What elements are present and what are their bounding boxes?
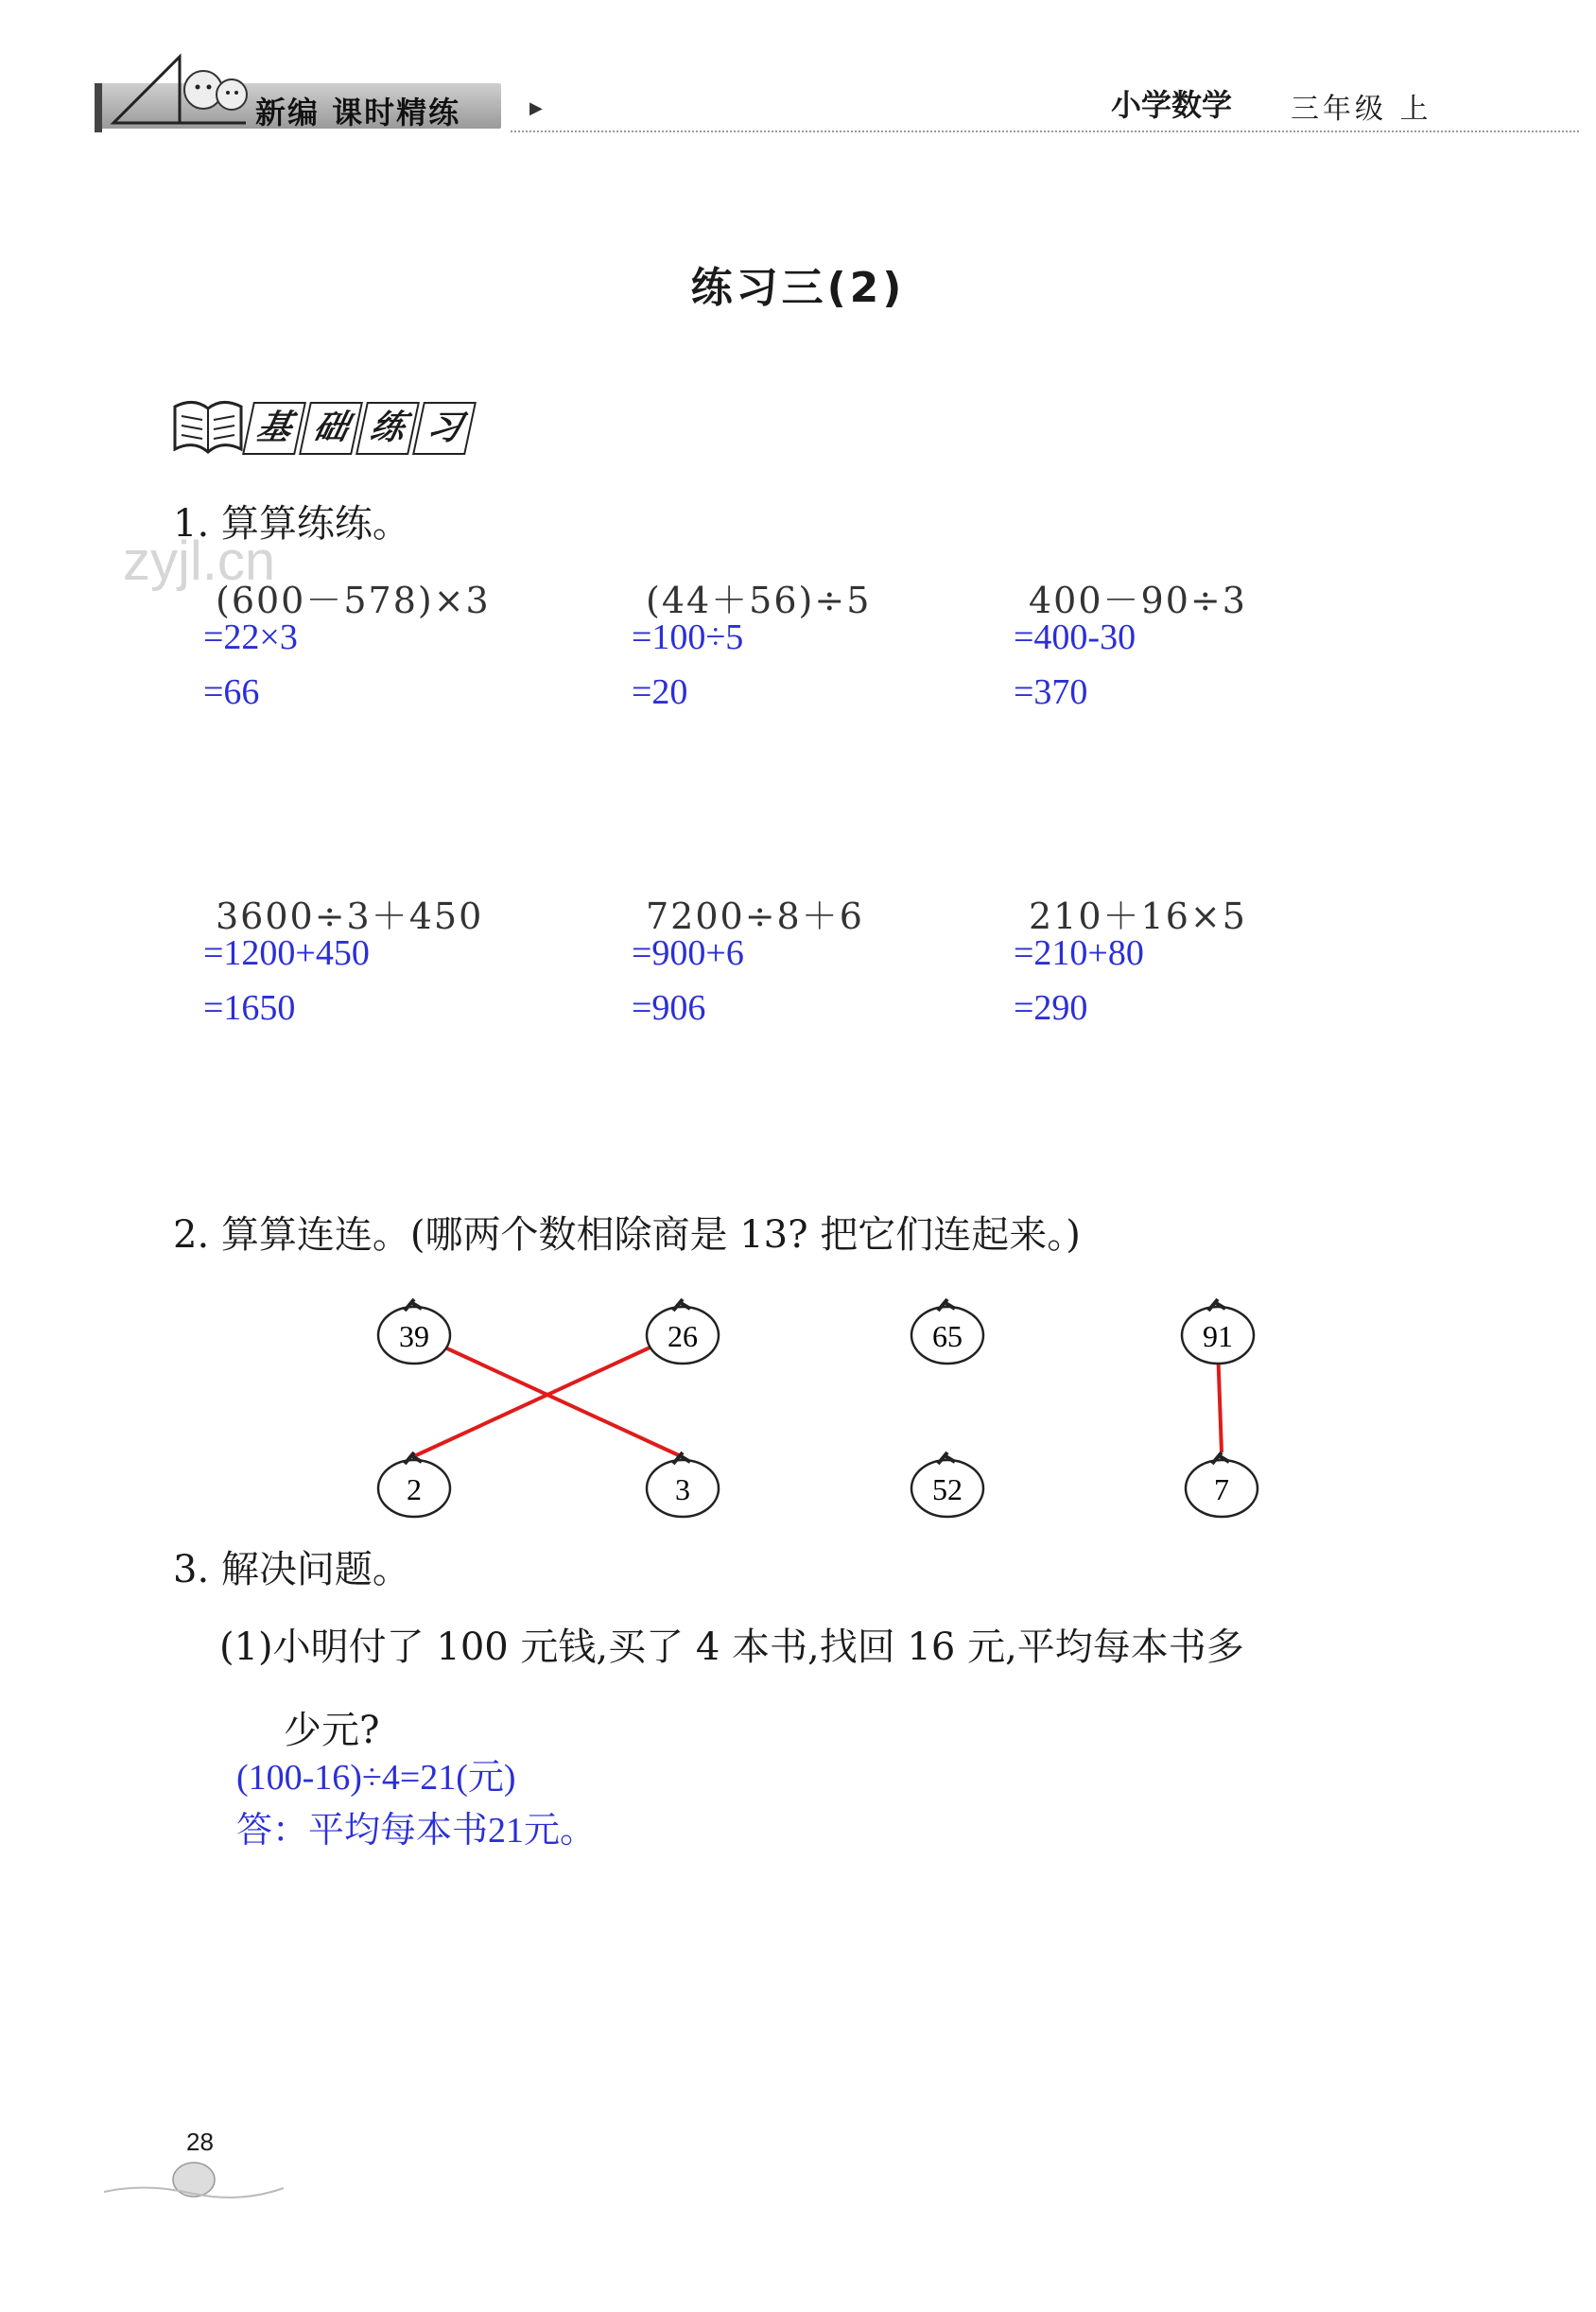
node-label: 52 [932,1472,963,1506]
header-arrow-icon: ▶ [529,98,543,118]
problem-expression: 210＋16×5 [1029,895,1247,937]
open-book-icon [170,388,246,461]
page-number: 28 [186,2128,214,2156]
apple-node-bottom [1186,1452,1258,1517]
problem-step: =370 [1014,672,1088,712]
node-label: 3 [675,1472,690,1506]
problem-step: =400-30 [1014,617,1136,657]
watermark: zyjl.cn [123,530,276,592]
problem-text: (1)小明付了 100 元钱,买了 4 本书,找回 16 元,平均每本书多 [219,1625,1244,1669]
apple-node-bottom [378,1452,450,1517]
node-label: 7 [1214,1472,1229,1506]
apple-node-top [647,1299,719,1364]
node-label: 65 [932,1319,963,1353]
problem-expression: 400－90÷3 [1029,580,1247,621]
problem-step: =906 [632,988,706,1028]
problem-step: =100÷5 [632,617,744,657]
section-char: 础 [299,402,363,455]
question-1-label: 1. 算算练练。 [173,502,410,546]
problem-step: =900+6 [632,933,744,973]
page-title: 练习三(2) [690,264,906,312]
apple-node-top [378,1299,450,1364]
header-grade: 三年级 上 [1291,93,1432,126]
problem-step: =1650 [203,988,296,1028]
problem-step: =22×3 [203,617,298,657]
question-2-label: 2. 算算连连。(哪两个数相除商是 13? 把它们连起来。) [173,1213,1081,1257]
header-edge-mark [95,83,102,132]
question-3-label: 3. 解决问题。 [173,1548,410,1591]
problem-step: =66 [203,672,260,712]
problem-expression: 3600÷3＋450 [216,895,484,937]
apple-node-bottom [647,1452,719,1517]
answer-calculation: (100-16)÷4=21(元) [236,1758,516,1798]
problem-step: =290 [1014,988,1088,1028]
node-label: 39 [399,1319,429,1353]
node-label: 2 [407,1472,422,1506]
problem-step: =1200+450 [203,933,370,973]
apple-node-top [911,1299,983,1364]
section-heading [248,402,475,457]
node-label: 91 [1203,1319,1233,1353]
section-char: 习 [412,402,477,455]
answer-statement: 答：平均每本书21元。 [236,1811,597,1851]
header-dotted-rule [511,130,1579,132]
problem-step: =20 [632,672,688,712]
problem-text-cont: 少元? [284,1709,380,1752]
matching-diagram [359,1267,1286,1522]
header-book-mascot-icon [104,38,255,132]
header-brand: 新编 课时精练 [255,95,461,130]
section-char: 基 [242,402,306,455]
problem-step: =210+80 [1014,933,1144,973]
apple-node-bottom [911,1452,983,1517]
problem-expression: (600－578)×3 [216,580,491,621]
problem-expression: 7200÷8＋6 [646,895,864,937]
apple-node-top [1182,1299,1254,1364]
node-label: 26 [668,1319,698,1353]
section-char: 练 [356,402,420,455]
problem-expression: (44＋56)÷5 [646,580,872,621]
header-subject: 小学数学 [1111,87,1233,123]
